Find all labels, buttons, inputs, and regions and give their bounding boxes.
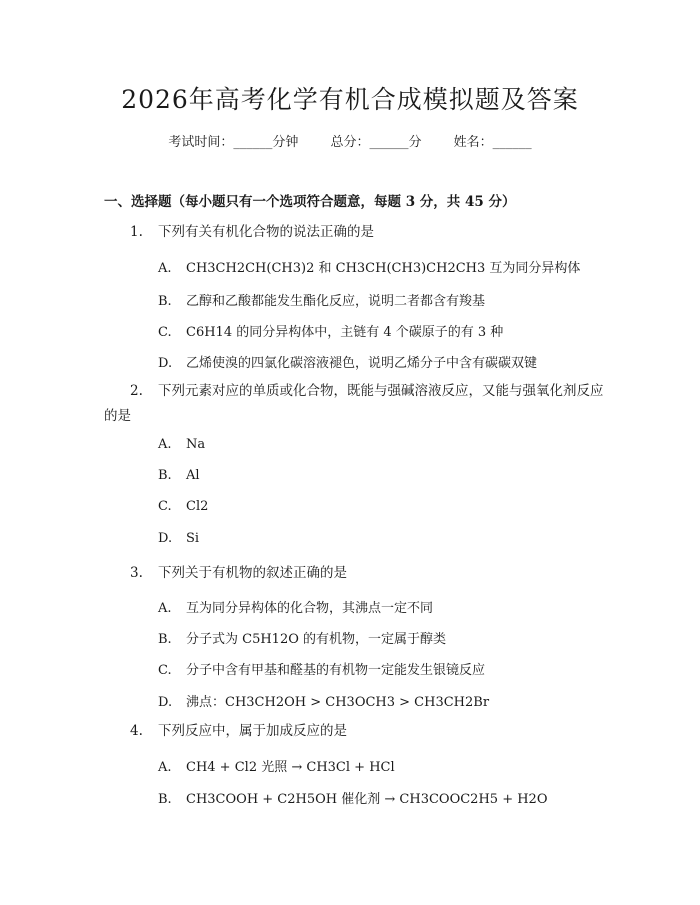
question-number: 4.: [130, 723, 143, 739]
option-text: Si: [186, 531, 200, 546]
question-1: [104, 220, 604, 245]
question-text: 下列反应中，属于加成反应的是: [158, 723, 347, 739]
option-letter: D.: [158, 695, 173, 710]
option-1c: [158, 321, 503, 340]
option-2b: [158, 468, 200, 483]
option-3b: [158, 628, 446, 647]
option-text: 分子式为 C5H12O 的有机物，一定属于醇类: [186, 632, 447, 647]
option-letter: B.: [158, 792, 172, 807]
question-text: 下列有关有机化合物的说法正确的是: [158, 224, 374, 240]
question-3: [104, 561, 604, 586]
option-text: Al: [186, 468, 200, 483]
exam-info: [0, 131, 700, 150]
option-text: 分子中含有甲基和醛基的有机物一定能发生银镜反应: [186, 663, 486, 678]
total-score-field: 总分：______分: [330, 135, 422, 150]
option-3a: [158, 597, 433, 616]
option-letter: C.: [158, 325, 172, 340]
option-text: 乙醇和乙酸都能发生酯化反应，说明二者都含有羧基: [186, 294, 486, 309]
question-number: 1.: [130, 224, 143, 240]
option-3d: [158, 691, 489, 710]
question-4: [104, 719, 604, 744]
option-4b: [158, 788, 548, 807]
section-heading: 一、选择题（每小题只有一个选项符合题意，每题 3 分，共 45 分）: [104, 194, 516, 210]
option-letter: A.: [158, 261, 172, 276]
option-1a: [158, 257, 580, 276]
page-title: 2026年高考化学有机合成模拟题及答案: [121, 85, 579, 114]
option-letter: D.: [158, 356, 173, 371]
option-4a: [158, 756, 395, 775]
option-letter: B.: [158, 632, 172, 647]
option-letter: C.: [158, 663, 172, 678]
option-letter: B.: [158, 294, 172, 309]
option-text: C6H14 的同分异构体中，主链有 4 个碳原子的有 3 种: [186, 325, 504, 340]
question-2: [104, 379, 604, 429]
option-letter: D.: [158, 531, 173, 546]
option-letter: C.: [158, 499, 172, 514]
option-letter: B.: [158, 468, 172, 483]
question-text: 下列元素对应的单质或化合物，既能与强碱溶液反应，又能与强氧化剂反应的是: [104, 383, 604, 424]
option-3c: [158, 659, 485, 678]
option-text: CH4 + Cl2 光照 → CH3Cl + HCl: [186, 760, 395, 775]
option-text: Na: [186, 437, 206, 452]
option-letter: A.: [158, 601, 172, 616]
option-text: CH3COOH + C2H5OH 催化剂 → CH3COOC2H5 + H2O: [186, 792, 548, 807]
option-letter: A.: [158, 437, 172, 452]
student-name-field: 姓名：______: [453, 135, 532, 150]
question-number: 3.: [130, 565, 143, 581]
option-text: CH3CH2CH(CH3)2 和 CH3CH(CH3)CH2CH3 互为同分异构体: [186, 261, 581, 276]
option-2c: [158, 499, 208, 514]
option-text: 互为同分异构体的化合物，其沸点一定不同: [186, 601, 434, 616]
option-text: 乙烯使溴的四氯化碳溶液褪色，说明乙烯分子中含有碳碳双键: [186, 356, 538, 371]
option-text: Cl2: [186, 499, 209, 514]
question-number: 2.: [130, 383, 143, 399]
option-1d: [158, 352, 537, 371]
option-2d: [158, 531, 199, 546]
option-2a: [158, 437, 205, 452]
option-letter: A.: [158, 760, 172, 775]
option-text: 沸点：CH3CH2OH > CH3OCH3 > CH3CH2Br: [186, 695, 490, 710]
option-1b: [158, 290, 485, 309]
exam-time-field: 考试时间：______分钟: [168, 135, 299, 150]
question-text: 下列关于有机物的叙述正确的是: [158, 565, 347, 581]
